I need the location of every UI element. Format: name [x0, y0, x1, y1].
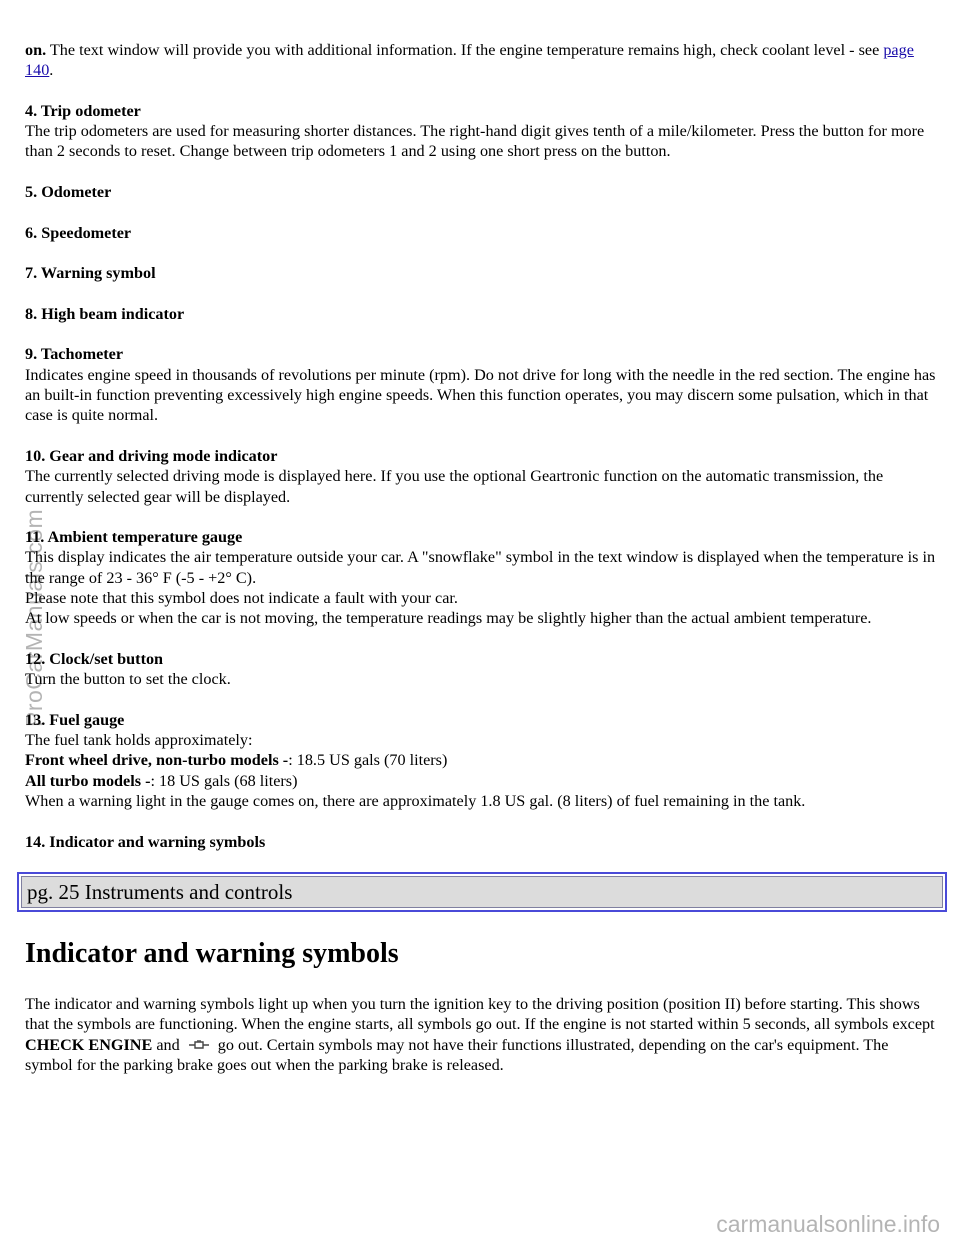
- final-text: and: [152, 1035, 184, 1054]
- section-gear-indicator: [25, 446, 940, 507]
- fwd-label: Front wheel drive, non-turbo models -: [25, 751, 289, 770]
- section-odometer: [25, 182, 940, 202]
- section-title: 12. Clock/set button: [25, 649, 164, 668]
- section-body: The currently selected driving mode is displayed here. If you use the optional Geartronic function on the automatic transmission, the currently selected gear will be displayed.: [25, 467, 884, 506]
- page-heading: Indicator and warning symbols: [25, 938, 399, 970]
- final-text: go out. Certain symbols may not have their functions illustrated, depending on the car's equipment. The symbol for the parking brake goes out when the parking brake is released.: [25, 1035, 889, 1075]
- fwd-value: : 18.5 US gals (70 liters): [288, 751, 448, 770]
- section-warning-symbol: [25, 263, 940, 283]
- section-body: The fuel tank holds approximately:: [25, 731, 253, 750]
- section-speedometer: [25, 223, 940, 243]
- section-title: 5. Odometer: [25, 183, 112, 202]
- section-body: When a warning light in the gauge comes on, there are approximately 1.8 US gal. (8 liters) of fuel remaining in the tank.: [25, 791, 806, 810]
- final-text: The indicator and warning symbols light up when you turn the ignition key to the driving position (position II) before starting. This shows that the symbols are functioning. When the engine starts, all symbols go out. If the engine is not started within 5 seconds, all symbols except: [25, 995, 935, 1034]
- section-indicator-symbols: [25, 832, 940, 852]
- page-140-link[interactable]: page 140: [25, 41, 914, 80]
- turbo-value: : 18 US gals (68 liters): [150, 771, 298, 790]
- section-title: 4. Trip odometer: [25, 101, 141, 120]
- intro-paragraph: [25, 40, 940, 81]
- page-banner-text: pg. 25 Instruments and controls: [21, 876, 943, 908]
- section-title: 14. Indicator and warning symbols: [25, 832, 266, 851]
- intro-text: The text window will provide you with additional information. If the engine temperature remains high, check coolant level - see: [46, 41, 884, 59]
- section-body: The trip odometers are used for measuring shorter distances. The right-hand digit gives tenth of a mile/kilometer. Press the button for more than 2 seconds to reset. Change between trip odometers 1 and 2 using one short press on the button.: [25, 122, 925, 161]
- section-body: Indicates engine speed in thousands of revolutions per minute (rpm). Do not drive for long with the needle in the red section. The engine has an built-in function preventing excessively high engine speeds. When this function operates, you may discern some pulsation, which in that case is quite normal.: [25, 365, 936, 425]
- intro-lead: on.: [25, 41, 47, 59]
- bottom-watermark: carmanualsonline.info: [716, 1210, 940, 1237]
- section-clock: [25, 649, 940, 690]
- page-banner: [17, 872, 947, 912]
- section-title: 9. Tachometer: [25, 345, 124, 364]
- section-fuel-gauge: [25, 710, 940, 811]
- glow-plug-icon: [187, 1039, 211, 1051]
- section-body: Turn the button to set the clock.: [25, 670, 231, 689]
- section-title: 13. Fuel gauge: [25, 710, 125, 729]
- turbo-label: All turbo models -: [25, 771, 151, 790]
- section-trip-odometer: [25, 101, 940, 162]
- side-watermark: ProCarManuals.com: [21, 508, 47, 727]
- section-title: 11. Ambient temperature gauge: [25, 528, 243, 547]
- manual-page: [21, 40, 940, 1096]
- section-title: 6. Speedometer: [25, 223, 132, 242]
- section-body: Please note that this symbol does not indicate a fault with your car.: [25, 589, 458, 608]
- section-tachometer: [25, 344, 940, 425]
- section-title: 7. Warning symbol: [25, 264, 156, 283]
- section-high-beam: [25, 304, 940, 324]
- intro-text-end: .: [49, 61, 54, 80]
- section-title: 10. Gear and driving mode indicator: [25, 446, 278, 465]
- check-engine-label: CHECK ENGINE: [25, 1035, 153, 1054]
- section-body: At low speeds or when the car is not moving, the temperature readings may be slightly higher than the actual ambient temperature.: [25, 609, 872, 628]
- section-title: 8. High beam indicator: [25, 304, 185, 323]
- section-body: This display indicates the air temperature outside your car. A "snowflake" symbol in the text window is displayed when the temperature is in the range of 23 - 36° F (-5 - +2° C).: [25, 548, 936, 587]
- section-ambient-temperature: [25, 527, 940, 628]
- final-paragraph: [25, 994, 940, 1075]
